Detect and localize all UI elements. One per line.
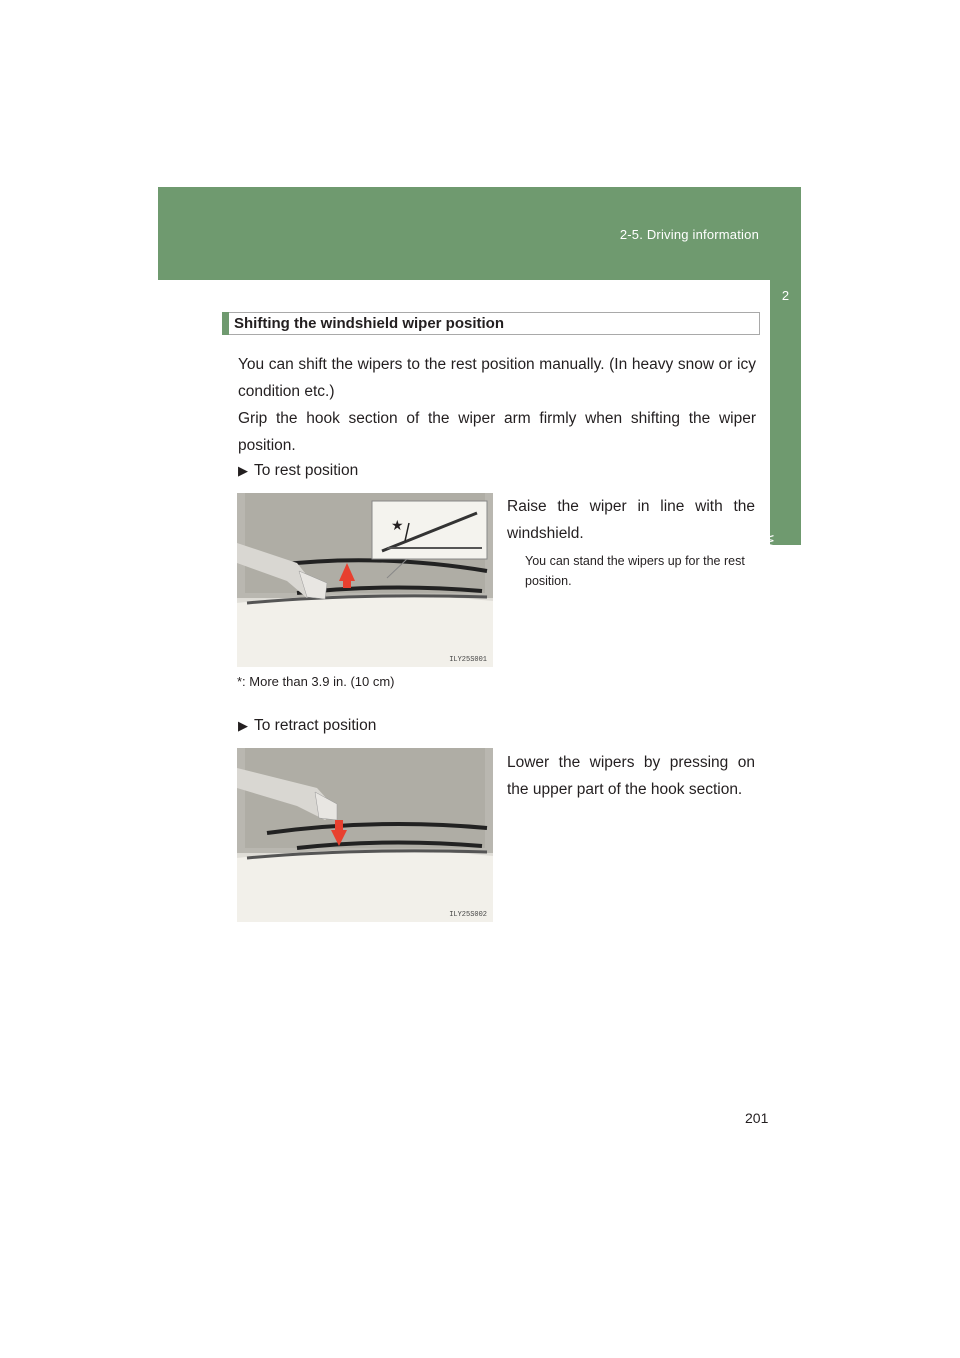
bullet-triangle-icon: ▶ — [238, 463, 248, 478]
side-tab-label: When driving — [762, 535, 776, 606]
star-mark: ★ — [391, 517, 404, 533]
figure-code: ILY25S002 — [449, 911, 487, 919]
page-number: 201 — [745, 1110, 769, 1126]
rest-illustration — [237, 493, 493, 667]
section-accent-bar — [222, 312, 229, 335]
rest-heading — [238, 462, 358, 480]
rest-instruction: Raise the wiper in line with the windshield. — [507, 498, 755, 542]
side-tab — [762, 280, 801, 606]
header-band — [158, 187, 801, 280]
footnote: *: More than 3.9 in. (10 cm) — [237, 674, 395, 689]
retract-heading-text: To retract position — [254, 717, 377, 734]
rest-position-figure — [237, 493, 493, 667]
section-heading — [222, 312, 760, 335]
retract-position-figure — [237, 748, 493, 922]
bullet-triangle-icon: ▶ — [238, 718, 248, 733]
rest-note: You can stand the wipers up for the rest position. — [525, 554, 745, 588]
grip-paragraph: Grip the hook section of the wiper arm firmly when shifting the wiper position. — [238, 410, 756, 454]
side-tab-number: 2 — [781, 288, 790, 303]
intro-paragraph: You can shift the wipers to the rest position manually. (In heavy snow or icy condition etc.) — [238, 356, 756, 400]
rest-heading-text: To rest position — [254, 462, 359, 479]
retract-illustration — [237, 748, 493, 922]
section-title: Shifting the windshield wiper position — [234, 315, 504, 332]
retract-instruction: Lower the wipers by pressing on the upper part of the hook section. — [507, 754, 755, 798]
retract-heading — [238, 717, 376, 735]
figure-code: ILY25S001 — [449, 656, 487, 664]
chapter-title: 2-5. Driving information — [619, 227, 759, 242]
